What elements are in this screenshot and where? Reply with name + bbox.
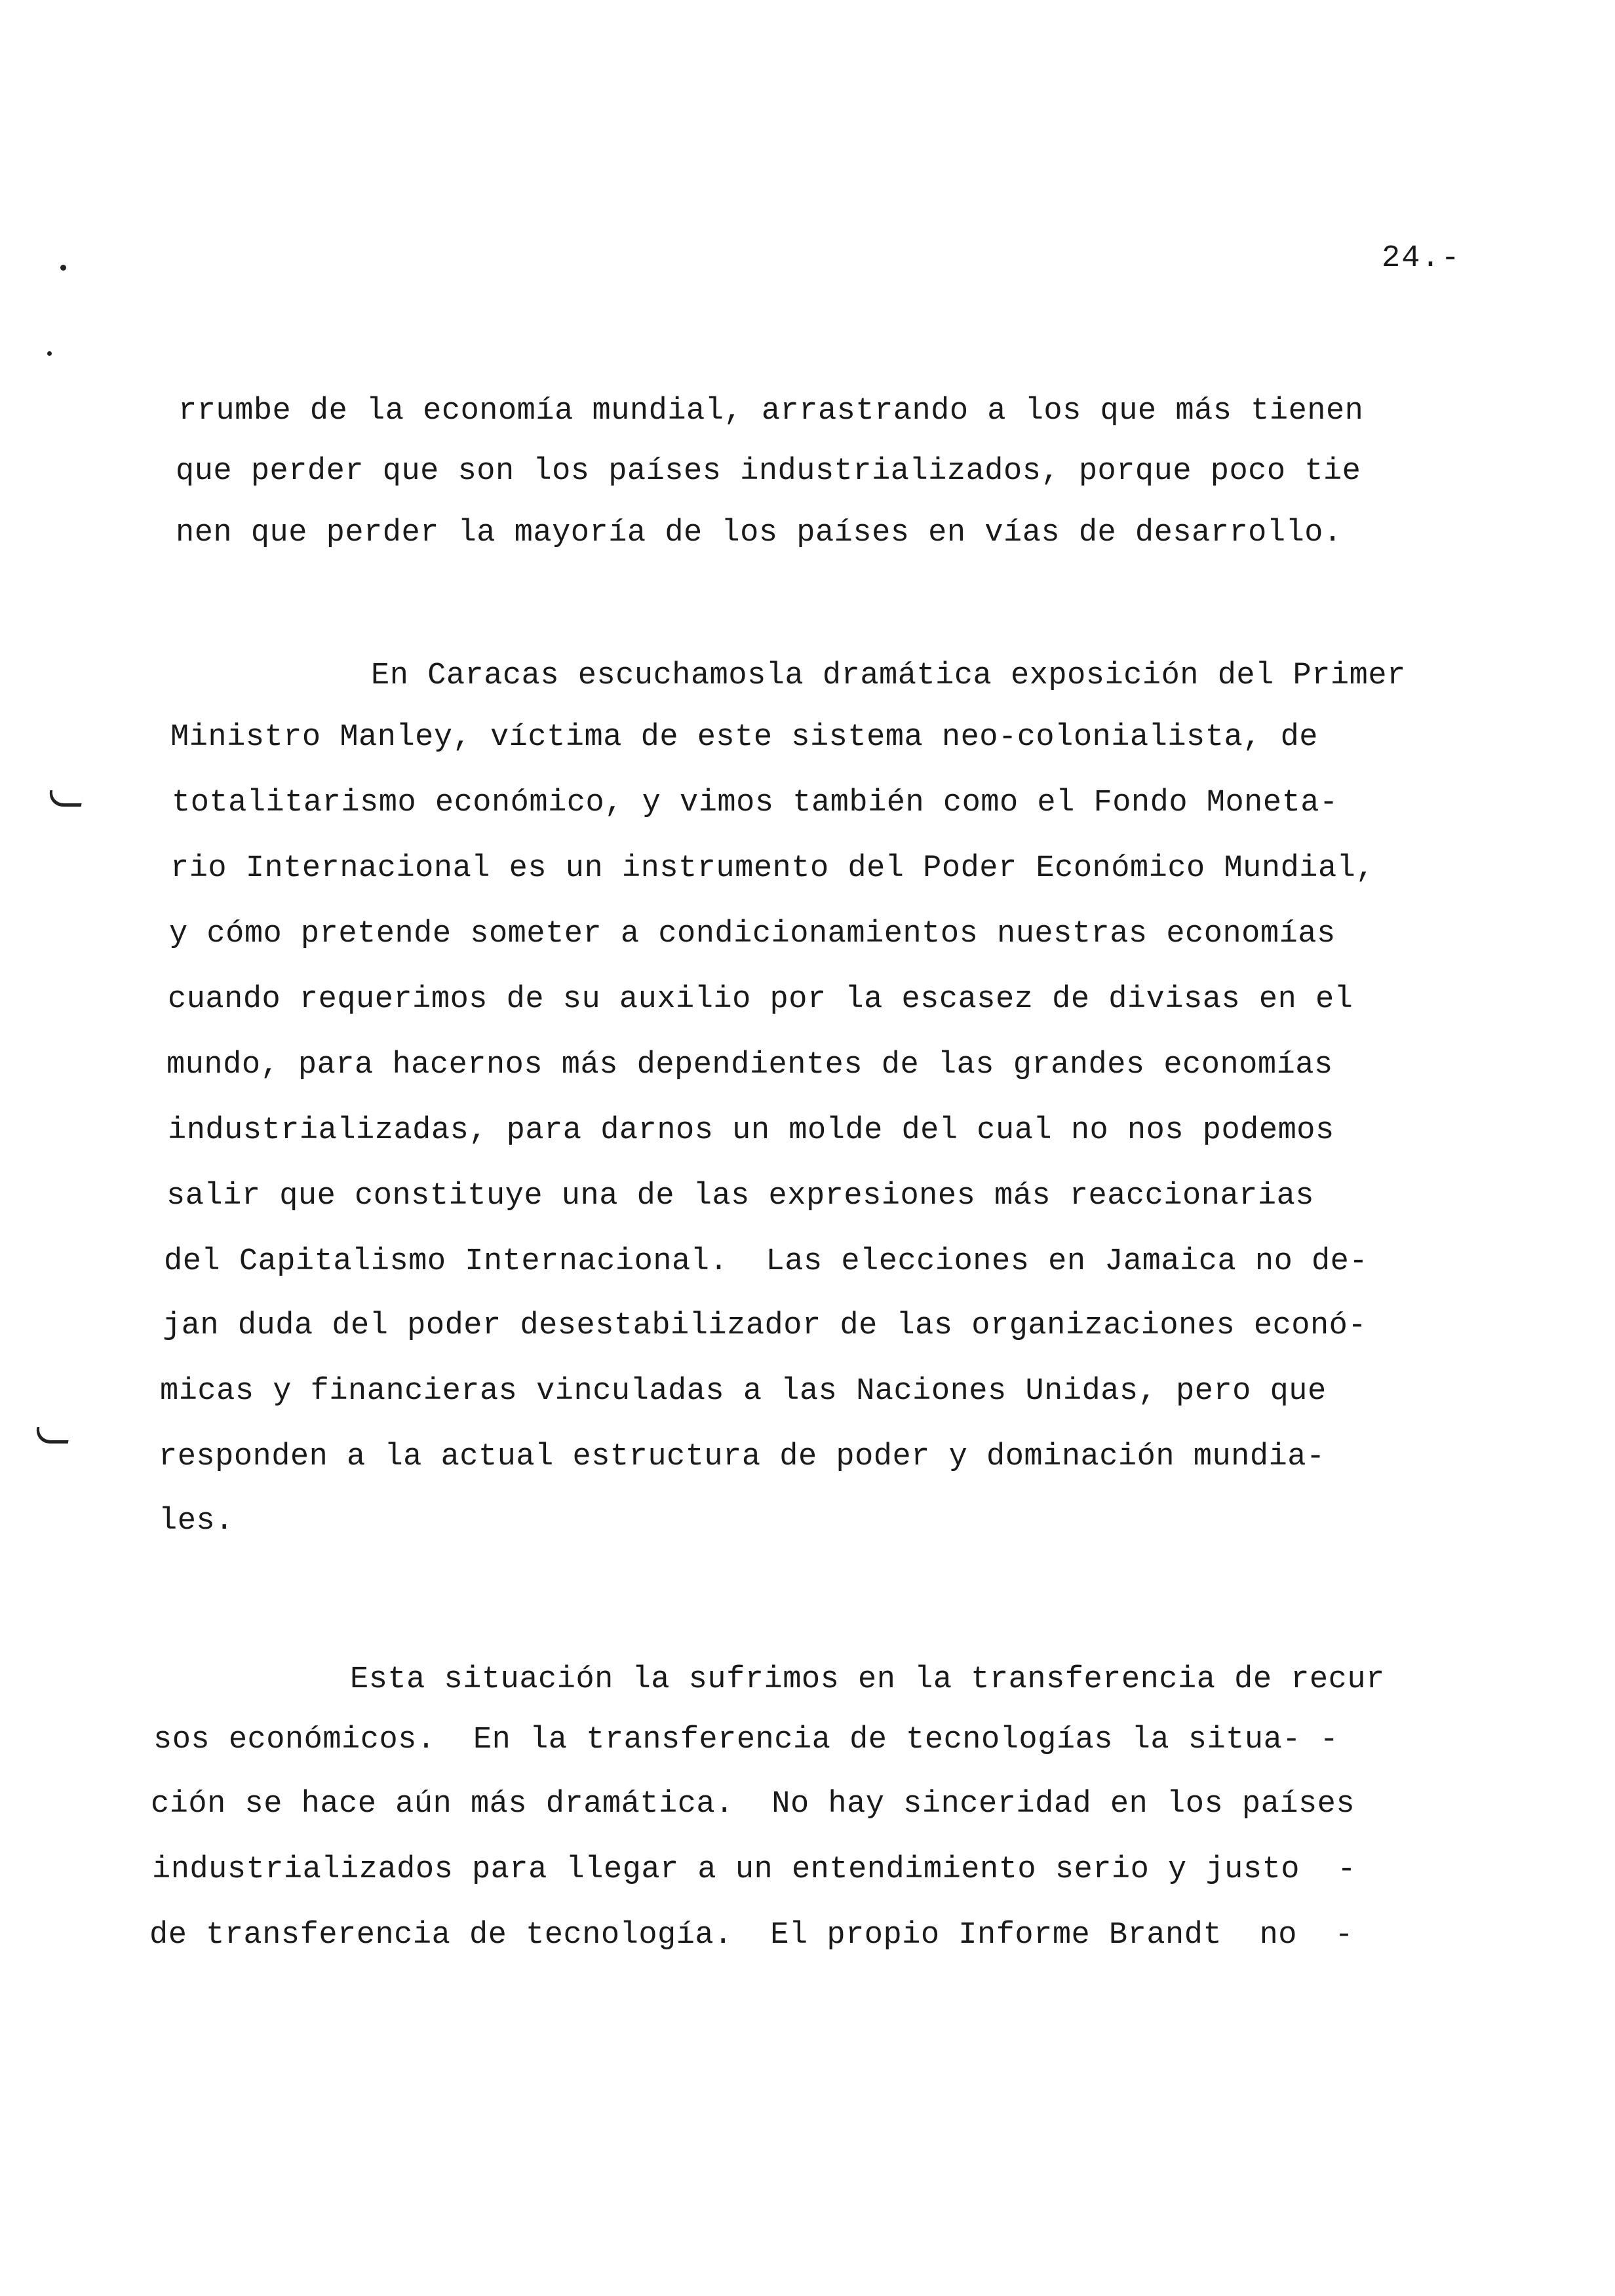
text-line: que perder que son los países industrializados, porque poco tie [176,454,1361,489]
text-line: del Capitalismo Internacional. Las elecciones en Jamaica no de- [164,1244,1369,1279]
text-line: jan duda del poder desestabilizador de las organizaciones econó- [163,1309,1367,1343]
margin-bracket-lower [34,1427,71,1444]
text-line: les. [159,1504,234,1539]
text-line: Ministro Manley, víctima de este sistema neo-colonialista, de [170,720,1318,755]
text-line: totalitarismo económico, y vimos también como el Fondo Moneta- [172,786,1338,820]
margin-dot-top [60,265,66,271]
text-line: rrumbe de la economía mundial, arrastrando a los que más tienen [178,394,1364,429]
text-line: En Caracas escuchamosla dramática exposición del Primer [371,659,1406,693]
text-line: de transferencia de tecnología. El propio Informe Brandt no - [149,1918,1354,1953]
text-line: sos económicos. En la transferencia de tecnologías la situa- - [153,1723,1339,1757]
text-line: y cómo pretende someter a condicionamientos nuestras economías [169,917,1336,951]
text-line: responden a la actual estructura de poder y dominación mundia- [159,1440,1325,1474]
text-line: industrializadas, para darnos un molde del cual no nos podemos [168,1113,1334,1148]
text-line: industrializados para llegar a un entendimiento serio y justo - [152,1852,1357,1887]
text-line: nen que perder la mayoría de los países en vías de desarrollo. [176,516,1342,550]
text-line: ción se hace aún más dramática. No hay sinceridad en los países [151,1787,1355,1822]
text-line: cuando requerimos de su auxilio por la escasez de divisas en el [168,982,1353,1017]
text-line: rio Internacional es un instrumento del Poder Económico Mundial, [170,851,1375,886]
page-number: 24.- [1382,241,1461,276]
text-line: mundo, para hacernos más dependientes de las grandes economías [166,1048,1333,1082]
margin-dot-second [47,351,52,356]
text-line: Esta situación la sufrimos en la transferencia de recur [350,1662,1385,1697]
text-line: micas y financieras vinculadas a las Naciones Unidas, pero que [160,1374,1327,1409]
margin-bracket-upper [47,790,84,807]
text-line: salir que constituye una de las expresiones más reaccionarias [166,1179,1314,1214]
